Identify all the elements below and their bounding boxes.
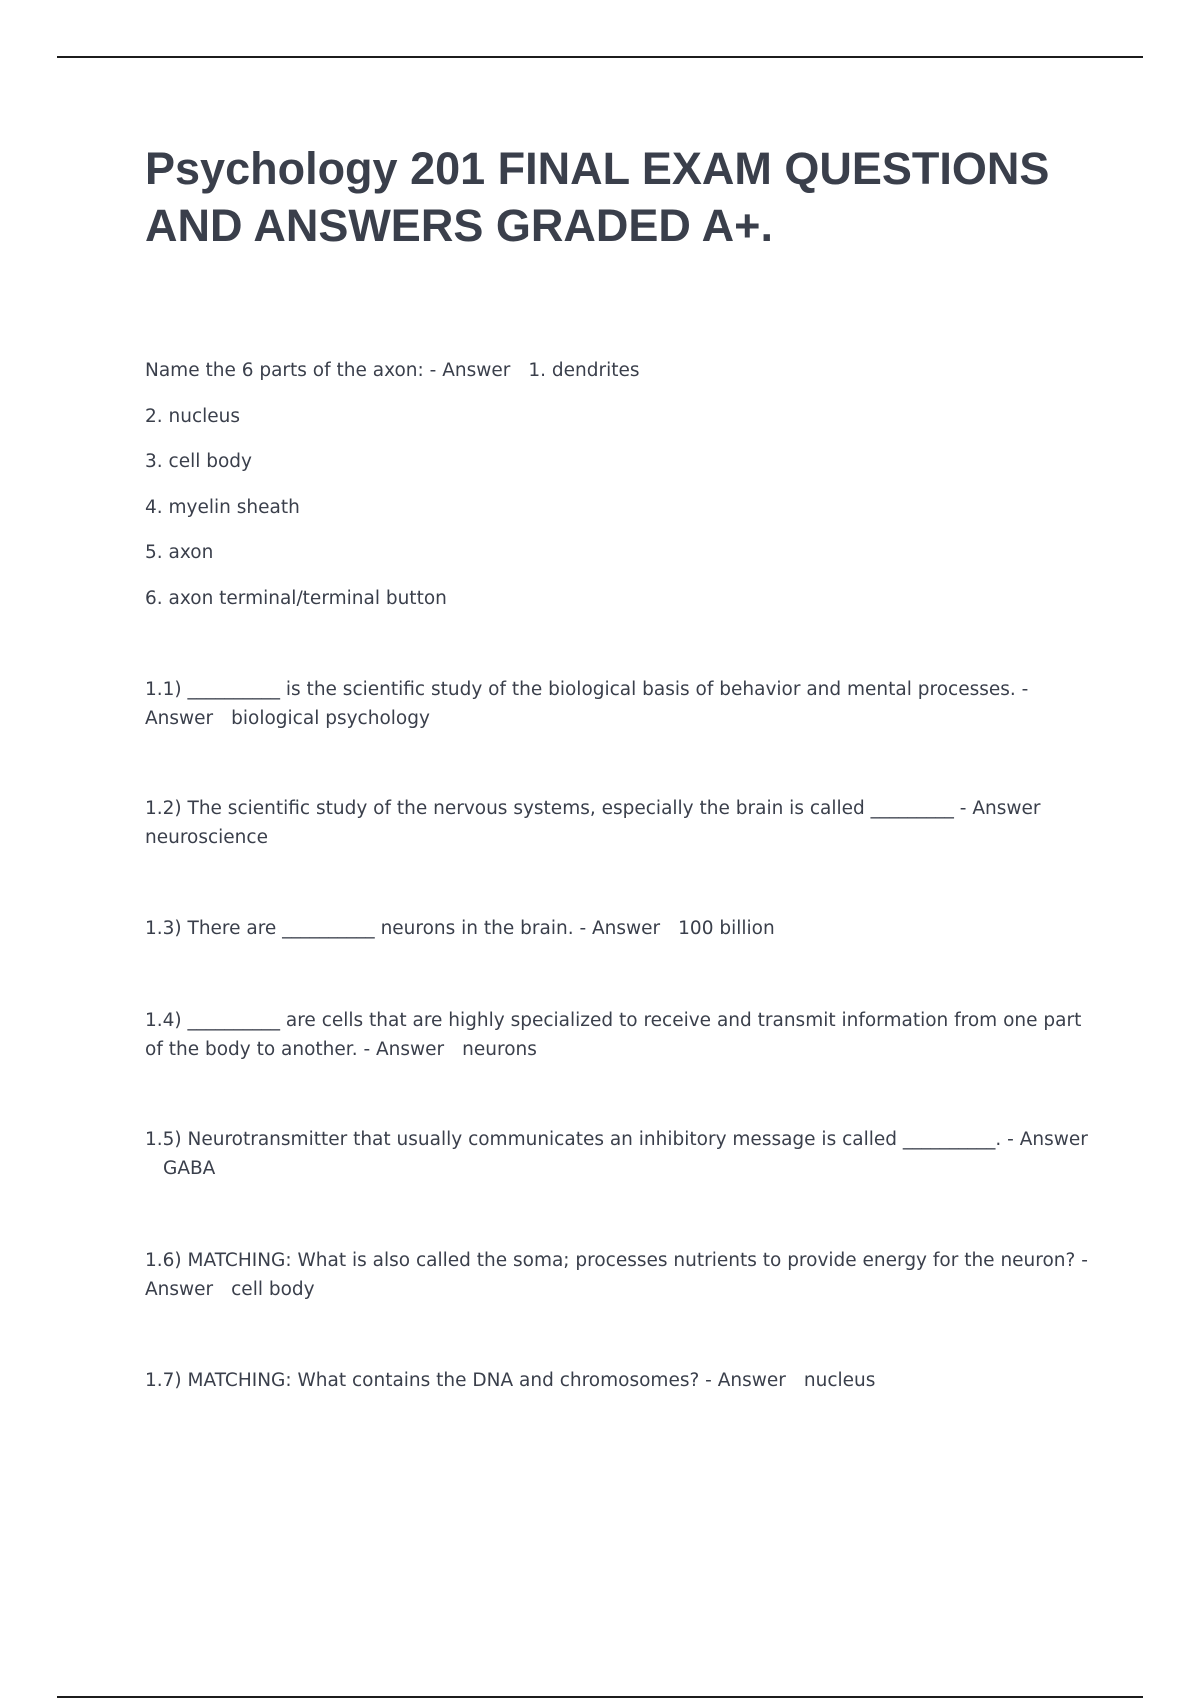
- question-1-3: [145, 914, 1095, 943]
- question-text: 1.3) There are __________ neurons in the brain. - Answer: [145, 918, 661, 939]
- question-text: 1.5) Neurotransmitter that usually communicates an inhibitory message is called __________. - Answer: [145, 1129, 1088, 1150]
- answer-text: neurons: [462, 1039, 537, 1060]
- question-text: 1.6) MATCHING: What is also called the soma; processes nutrients to provide energy for the neuron? - Answer: [145, 1250, 1088, 1300]
- question-1-2: [145, 794, 1095, 852]
- question-text: 1.2) The scientific study of the nervous systems, especially the brain is called _________ - Answer: [145, 798, 1041, 819]
- list-item: 5. axon: [145, 542, 214, 563]
- question-text: 1.1) __________ is the scientific study of the biological basis of behavior and mental processes. - Answer: [145, 679, 1029, 729]
- question-axon-parts: [145, 356, 1095, 385]
- answer-text: nucleus: [803, 1370, 876, 1391]
- answer-text: neuroscience: [145, 827, 268, 848]
- question-1-6: [145, 1246, 1095, 1304]
- question-text: 1.7) MATCHING: What contains the DNA and chromosomes? - Answer: [145, 1370, 786, 1391]
- answer-text: GABA: [163, 1158, 216, 1179]
- document-title: Psychology 201 FINAL EXAM QUESTIONS AND ANSWERS GRADED A+.: [145, 143, 1050, 251]
- question-1-5: [145, 1125, 1095, 1183]
- question-1-7: [145, 1366, 1095, 1395]
- question-text: Name the 6 parts of the axon: - Answer: [145, 360, 511, 381]
- answer-text: cell body: [231, 1279, 315, 1300]
- list-item: 2. nucleus: [145, 406, 241, 427]
- document-body: [145, 140, 1095, 1391]
- question-1-1: [145, 675, 1095, 733]
- bottom-rule: [57, 1696, 1143, 1698]
- list-item: 3. cell body: [145, 451, 252, 472]
- answer-text: biological psychology: [231, 708, 430, 729]
- question-1-4: [145, 1006, 1095, 1064]
- question-text: 1.4) __________ are cells that are highly specialized to receive and transmit information from one part of the body to another. - Answer: [145, 1010, 1082, 1060]
- answer-text: 1. dendrites: [528, 360, 640, 381]
- list-item: 6. axon terminal/terminal button: [145, 588, 447, 609]
- top-rule: [57, 56, 1143, 58]
- list-item: 4. myelin sheath: [145, 497, 300, 518]
- answer-text: 100 billion: [678, 918, 775, 939]
